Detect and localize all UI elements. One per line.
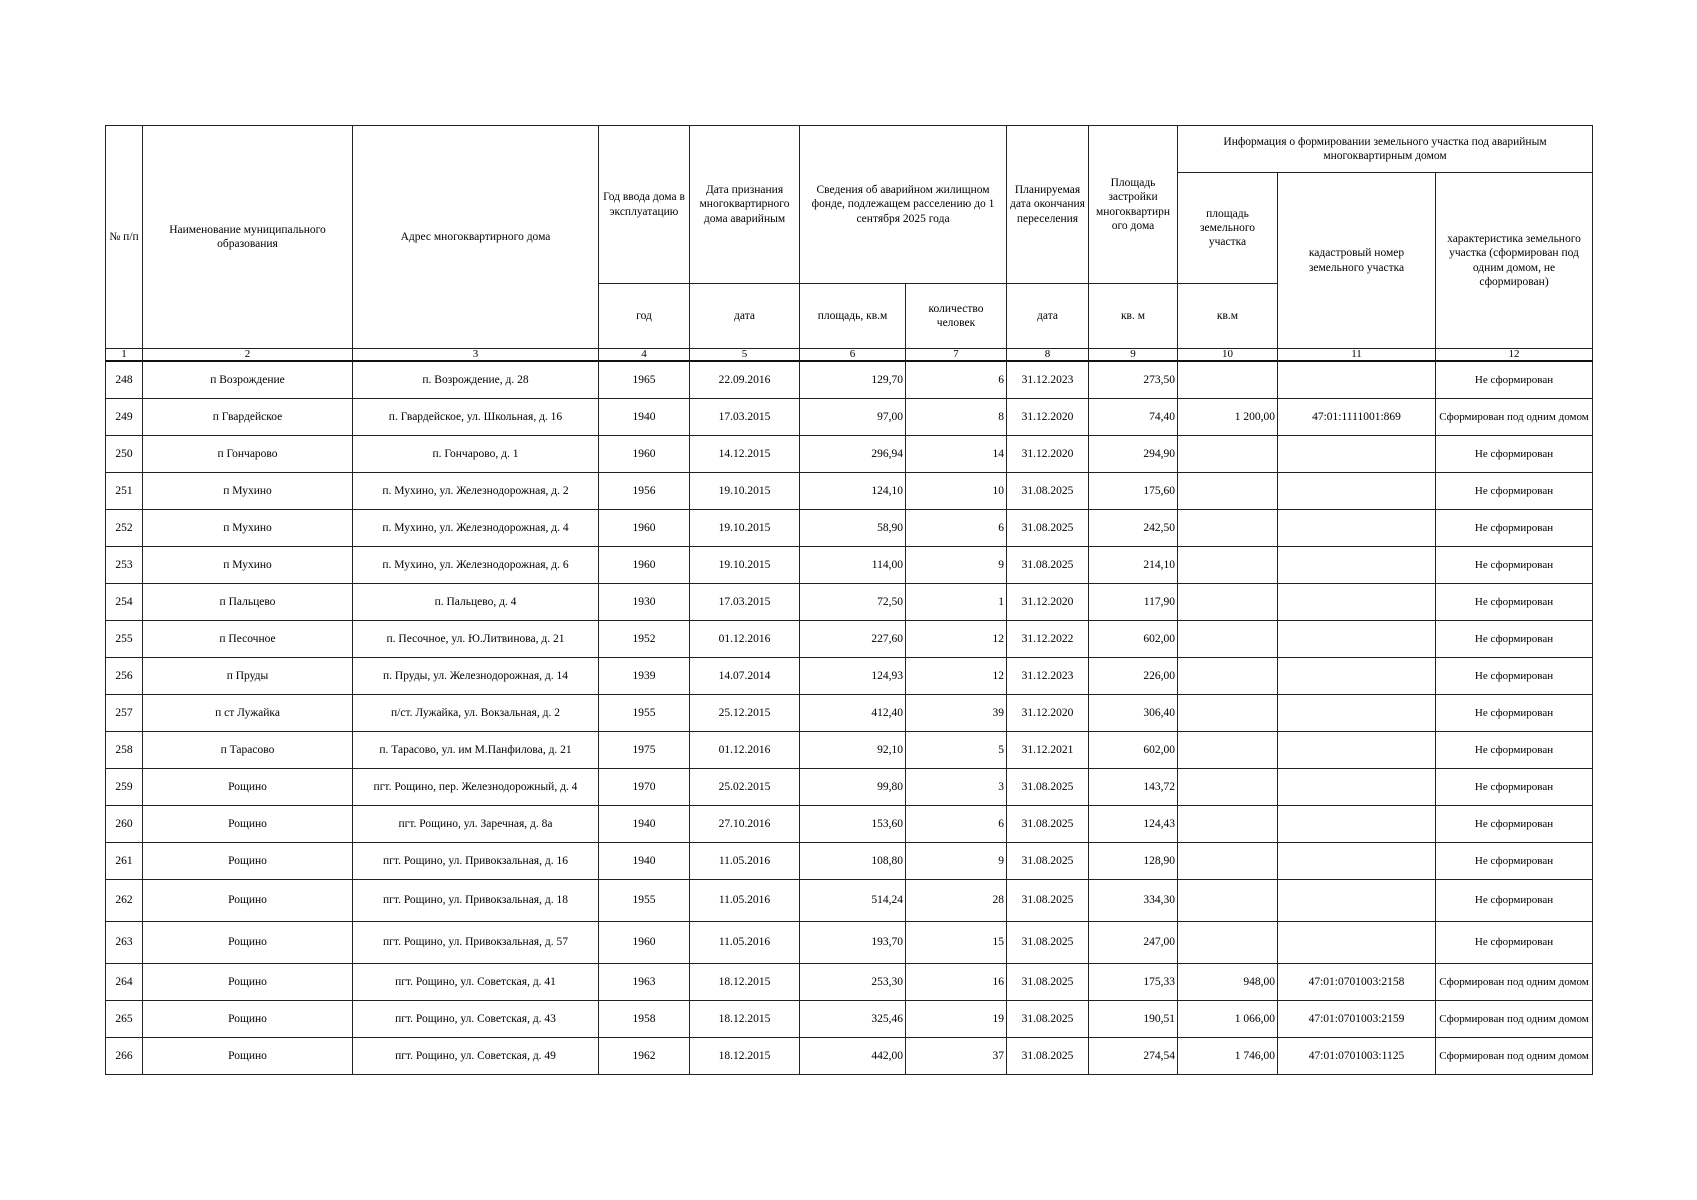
people-count-cell: 28	[906, 880, 1007, 922]
people-count-cell: 16	[906, 964, 1007, 1001]
land-status-cell: Не сформирован	[1436, 584, 1593, 621]
land-area-cell	[1178, 361, 1278, 399]
building-area-cell: 242,50	[1089, 510, 1178, 547]
row-number: 250	[106, 436, 143, 473]
municipality-cell: п Пруды	[143, 658, 353, 695]
municipality-cell: Рощино	[143, 769, 353, 806]
row-number: 252	[106, 510, 143, 547]
row-number: 264	[106, 964, 143, 1001]
land-status-cell: Сформирован под одним домом	[1436, 1001, 1593, 1038]
table-row	[106, 547, 1593, 584]
area-cell: 124,10	[800, 473, 906, 510]
municipality-cell: Рощино	[143, 922, 353, 964]
row-number: 263	[106, 922, 143, 964]
table-row	[106, 584, 1593, 621]
recognition-date-cell: 18.12.2015	[690, 1038, 800, 1075]
year-cell: 1955	[599, 695, 690, 732]
area-cell: 296,94	[800, 436, 906, 473]
municipality-cell: п Мухино	[143, 547, 353, 584]
table-row	[106, 964, 1593, 1001]
area-cell: 514,24	[800, 880, 906, 922]
row-number: 256	[106, 658, 143, 695]
cadastral-number-cell	[1278, 843, 1436, 880]
planned-date-cell: 31.08.2025	[1007, 922, 1089, 964]
land-status-cell: Не сформирован	[1436, 547, 1593, 584]
address-cell: п. Гончарово, д. 1	[353, 436, 599, 473]
people-count-cell: 9	[906, 843, 1007, 880]
row-number: 260	[106, 806, 143, 843]
address-cell: пгт. Рощино, ул. Советская, д. 43	[353, 1001, 599, 1038]
building-area-cell: 334,30	[1089, 880, 1178, 922]
column-number: 1	[106, 349, 143, 362]
table-row	[106, 1001, 1593, 1038]
table-row	[106, 361, 1593, 399]
recognition-date-cell: 11.05.2016	[690, 880, 800, 922]
building-area-cell: 306,40	[1089, 695, 1178, 732]
recognition-date-cell: 19.10.2015	[690, 547, 800, 584]
municipality-cell: п Гончарово	[143, 436, 353, 473]
column-number: 5	[690, 349, 800, 362]
cadastral-number-cell	[1278, 695, 1436, 732]
year-cell: 1960	[599, 510, 690, 547]
address-cell: п. Пруды, ул. Железнодорожная, д. 14	[353, 658, 599, 695]
area-cell: 58,90	[800, 510, 906, 547]
building-area-cell: 602,00	[1089, 732, 1178, 769]
planned-date-cell: 31.08.2025	[1007, 964, 1089, 1001]
recognition-date-cell: 18.12.2015	[690, 964, 800, 1001]
address-cell: п. Мухино, ул. Железнодорожная, д. 2	[353, 473, 599, 510]
row-number: 254	[106, 584, 143, 621]
planned-date-cell: 31.08.2025	[1007, 547, 1089, 584]
column-number: 9	[1089, 349, 1178, 362]
recognition-date-cell: 14.12.2015	[690, 436, 800, 473]
building-area-cell: 294,90	[1089, 436, 1178, 473]
area-cell: 124,93	[800, 658, 906, 695]
planned-date-cell: 31.08.2025	[1007, 1038, 1089, 1075]
cadastral-number-cell	[1278, 547, 1436, 584]
cadastral-number-cell: 47:01:0701003:2159	[1278, 1001, 1436, 1038]
column-number: 12	[1436, 349, 1593, 362]
year-cell: 1956	[599, 473, 690, 510]
area-cell: 114,00	[800, 547, 906, 584]
row-number: 261	[106, 843, 143, 880]
area-cell: 325,46	[800, 1001, 906, 1038]
people-count-cell: 19	[906, 1001, 1007, 1038]
people-count-cell: 8	[906, 399, 1007, 436]
people-count-cell: 6	[906, 361, 1007, 399]
address-cell: пгт. Рощино, ул. Привокзальная, д. 57	[353, 922, 599, 964]
land-area-cell	[1178, 621, 1278, 658]
header-year-built: Год ввода дома в эксплуатацию	[599, 126, 690, 284]
municipality-cell: п Пальцево	[143, 584, 353, 621]
recognition-date-cell: 11.05.2016	[690, 922, 800, 964]
municipality-cell: Рощино	[143, 880, 353, 922]
planned-date-cell: 31.12.2023	[1007, 361, 1089, 399]
year-cell: 1960	[599, 436, 690, 473]
people-count-cell: 3	[906, 769, 1007, 806]
planned-date-cell: 31.12.2020	[1007, 695, 1089, 732]
address-cell: п/ст. Лужайка, ул. Вокзальная, д. 2	[353, 695, 599, 732]
land-status-cell: Не сформирован	[1436, 880, 1593, 922]
people-count-cell: 10	[906, 473, 1007, 510]
land-area-cell	[1178, 732, 1278, 769]
year-cell: 1970	[599, 769, 690, 806]
land-status-cell: Не сформирован	[1436, 658, 1593, 695]
land-area-cell	[1178, 695, 1278, 732]
land-status-cell: Не сформирован	[1436, 769, 1593, 806]
table-row	[106, 843, 1593, 880]
land-status-cell: Не сформирован	[1436, 361, 1593, 399]
row-number: 257	[106, 695, 143, 732]
land-area-cell	[1178, 510, 1278, 547]
land-status-cell: Не сформирован	[1436, 922, 1593, 964]
planned-date-cell: 31.08.2025	[1007, 806, 1089, 843]
row-number: 259	[106, 769, 143, 806]
recognition-date-cell: 19.10.2015	[690, 510, 800, 547]
address-cell: п. Пальцево, д. 4	[353, 584, 599, 621]
row-number: 253	[106, 547, 143, 584]
table-row	[106, 510, 1593, 547]
recognition-date-cell: 01.12.2016	[690, 621, 800, 658]
table-row	[106, 806, 1593, 843]
row-number: 248	[106, 361, 143, 399]
address-cell: п. Гвардейское, ул. Школьная, д. 16	[353, 399, 599, 436]
recognition-date-cell: 17.03.2015	[690, 584, 800, 621]
table-row	[106, 922, 1593, 964]
land-status-cell: Сформирован под одним домом	[1436, 399, 1593, 436]
planned-date-cell: 31.08.2025	[1007, 769, 1089, 806]
year-cell: 1940	[599, 806, 690, 843]
area-cell: 442,00	[800, 1038, 906, 1075]
year-cell: 1939	[599, 658, 690, 695]
land-area-cell: 1 200,00	[1178, 399, 1278, 436]
header-land-info: Информация о формировании земельного участка под аварийным многоквартирным домом	[1178, 126, 1593, 173]
header-date-recognized: Дата признания многоквартирного дома аварийным	[690, 126, 800, 284]
row-number: 265	[106, 1001, 143, 1038]
area-cell: 99,80	[800, 769, 906, 806]
address-cell: пгт. Рощино, ул. Заречная, д. 8а	[353, 806, 599, 843]
building-area-cell: 175,60	[1089, 473, 1178, 510]
recognition-date-cell: 11.05.2016	[690, 843, 800, 880]
municipality-cell: п ст Лужайка	[143, 695, 353, 732]
land-status-cell: Не сформирован	[1436, 621, 1593, 658]
planned-date-cell: 31.12.2021	[1007, 732, 1089, 769]
unit-area: площадь, кв.м	[800, 284, 906, 349]
unit-date: дата	[690, 284, 800, 349]
municipality-cell: Рощино	[143, 1038, 353, 1075]
people-count-cell: 1	[906, 584, 1007, 621]
header-land-area: площадь земельного участка	[1178, 173, 1278, 284]
table-row	[106, 621, 1593, 658]
address-cell: пгт. Рощино, ул. Советская, д. 49	[353, 1038, 599, 1075]
address-cell: п. Мухино, ул. Железнодорожная, д. 6	[353, 547, 599, 584]
column-number: 3	[353, 349, 599, 362]
header-cadastral: кадастровый номер земельного участка	[1278, 173, 1436, 349]
unit-people: количество человек	[906, 284, 1007, 349]
cadastral-number-cell	[1278, 658, 1436, 695]
municipality-cell: Рощино	[143, 843, 353, 880]
year-cell: 1940	[599, 843, 690, 880]
land-area-cell	[1178, 658, 1278, 695]
area-cell: 253,30	[800, 964, 906, 1001]
people-count-cell: 6	[906, 806, 1007, 843]
recognition-date-cell: 22.09.2016	[690, 361, 800, 399]
land-status-cell: Не сформирован	[1436, 473, 1593, 510]
area-cell: 193,70	[800, 922, 906, 964]
planned-date-cell: 31.12.2020	[1007, 436, 1089, 473]
land-area-cell	[1178, 436, 1278, 473]
year-cell: 1955	[599, 880, 690, 922]
header-emergency-info: Сведения об аварийном жилищном фонде, подлежащем расселению до 1 сентября 2025 года	[800, 126, 1007, 284]
people-count-cell: 37	[906, 1038, 1007, 1075]
emergency-housing-table	[105, 125, 1593, 1075]
unit-land-area: кв.м	[1178, 284, 1278, 349]
area-cell: 412,40	[800, 695, 906, 732]
cadastral-number-cell: 47:01:0701003:2158	[1278, 964, 1436, 1001]
year-cell: 1958	[599, 1001, 690, 1038]
cadastral-number-cell	[1278, 510, 1436, 547]
table-row	[106, 399, 1593, 436]
planned-date-cell: 31.08.2025	[1007, 473, 1089, 510]
cadastral-number-cell: 47:01:1111001:869	[1278, 399, 1436, 436]
people-count-cell: 9	[906, 547, 1007, 584]
unit-year: год	[599, 284, 690, 349]
building-area-cell: 117,90	[1089, 584, 1178, 621]
building-area-cell: 175,33	[1089, 964, 1178, 1001]
address-cell: пгт. Рощино, ул. Советская, д. 41	[353, 964, 599, 1001]
land-area-cell: 948,00	[1178, 964, 1278, 1001]
cadastral-number-cell	[1278, 769, 1436, 806]
recognition-date-cell: 01.12.2016	[690, 732, 800, 769]
building-area-cell: 124,43	[1089, 806, 1178, 843]
municipality-cell: п Песочное	[143, 621, 353, 658]
building-area-cell: 602,00	[1089, 621, 1178, 658]
address-cell: пгт. Рощино, ул. Привокзальная, д. 16	[353, 843, 599, 880]
building-area-cell: 273,50	[1089, 361, 1178, 399]
recognition-date-cell: 19.10.2015	[690, 473, 800, 510]
row-number: 249	[106, 399, 143, 436]
cadastral-number-cell	[1278, 473, 1436, 510]
row-number: 266	[106, 1038, 143, 1075]
land-status-cell: Не сформирован	[1436, 695, 1593, 732]
land-area-cell: 1 066,00	[1178, 1001, 1278, 1038]
column-number: 6	[800, 349, 906, 362]
row-number: 251	[106, 473, 143, 510]
area-cell: 97,00	[800, 399, 906, 436]
cadastral-number-cell	[1278, 922, 1436, 964]
unit-planned-date: дата	[1007, 284, 1089, 349]
building-area-cell: 143,72	[1089, 769, 1178, 806]
year-cell: 1965	[599, 361, 690, 399]
year-cell: 1952	[599, 621, 690, 658]
land-area-cell	[1178, 806, 1278, 843]
year-cell: 1960	[599, 547, 690, 584]
people-count-cell: 14	[906, 436, 1007, 473]
people-count-cell: 6	[906, 510, 1007, 547]
people-count-cell: 12	[906, 621, 1007, 658]
building-area-cell: 74,40	[1089, 399, 1178, 436]
building-area-cell: 226,00	[1089, 658, 1178, 695]
planned-date-cell: 31.12.2020	[1007, 584, 1089, 621]
planned-date-cell: 31.08.2025	[1007, 843, 1089, 880]
table-row	[106, 658, 1593, 695]
building-area-cell: 128,90	[1089, 843, 1178, 880]
land-status-cell: Сформирован под одним домом	[1436, 1038, 1593, 1075]
column-number: 10	[1178, 349, 1278, 362]
table-row	[106, 436, 1593, 473]
area-cell: 227,60	[800, 621, 906, 658]
land-area-cell	[1178, 547, 1278, 584]
area-cell: 129,70	[800, 361, 906, 399]
recognition-date-cell: 27.10.2016	[690, 806, 800, 843]
year-cell: 1962	[599, 1038, 690, 1075]
building-area-cell: 214,10	[1089, 547, 1178, 584]
municipality-cell: Рощино	[143, 806, 353, 843]
address-cell: п. Возрождение, д. 28	[353, 361, 599, 399]
year-cell: 1960	[599, 922, 690, 964]
header-land-status: характеристика земельного участка (сформирован под одним домом, не сформирован)	[1436, 173, 1593, 349]
recognition-date-cell: 17.03.2015	[690, 399, 800, 436]
recognition-date-cell: 14.07.2014	[690, 658, 800, 695]
land-status-cell: Не сформирован	[1436, 806, 1593, 843]
year-cell: 1930	[599, 584, 690, 621]
table-header	[106, 126, 1593, 362]
area-cell: 108,80	[800, 843, 906, 880]
land-area-cell	[1178, 843, 1278, 880]
land-status-cell: Не сформирован	[1436, 510, 1593, 547]
planned-date-cell: 31.08.2025	[1007, 880, 1089, 922]
row-number: 258	[106, 732, 143, 769]
column-number: 8	[1007, 349, 1089, 362]
land-area-cell	[1178, 880, 1278, 922]
people-count-cell: 5	[906, 732, 1007, 769]
header-num: № п/п	[106, 126, 143, 349]
address-cell: пгт. Рощино, пер. Железнодорожный, д. 4	[353, 769, 599, 806]
cadastral-number-cell	[1278, 806, 1436, 843]
area-cell: 153,60	[800, 806, 906, 843]
municipality-cell: п Возрождение	[143, 361, 353, 399]
year-cell: 1963	[599, 964, 690, 1001]
land-status-cell: Не сформирован	[1436, 436, 1593, 473]
land-area-cell	[1178, 473, 1278, 510]
municipality-cell: Рощино	[143, 964, 353, 1001]
municipality-cell: Рощино	[143, 1001, 353, 1038]
table-row	[106, 1038, 1593, 1075]
address-cell: п. Мухино, ул. Железнодорожная, д. 4	[353, 510, 599, 547]
land-area-cell	[1178, 922, 1278, 964]
land-status-cell: Не сформирован	[1436, 843, 1593, 880]
planned-date-cell: 31.08.2025	[1007, 510, 1089, 547]
municipality-cell: п Гвардейское	[143, 399, 353, 436]
municipality-cell: п Мухино	[143, 473, 353, 510]
people-count-cell: 12	[906, 658, 1007, 695]
table-row	[106, 732, 1593, 769]
planned-date-cell: 31.12.2023	[1007, 658, 1089, 695]
header-municipality: Наименование муниципального образования	[143, 126, 353, 349]
column-number: 4	[599, 349, 690, 362]
year-cell: 1975	[599, 732, 690, 769]
municipality-cell: п Тарасово	[143, 732, 353, 769]
cadastral-number-cell	[1278, 621, 1436, 658]
table-row	[106, 880, 1593, 922]
column-number: 11	[1278, 349, 1436, 362]
people-count-cell: 15	[906, 922, 1007, 964]
cadastral-number-cell: 47:01:0701003:1125	[1278, 1038, 1436, 1075]
people-count-cell: 39	[906, 695, 1007, 732]
building-area-cell: 247,00	[1089, 922, 1178, 964]
planned-date-cell: 31.08.2025	[1007, 1001, 1089, 1038]
header-planned-date: Планируемая дата окончания переселения	[1007, 126, 1089, 284]
land-area-cell	[1178, 584, 1278, 621]
header-address: Адрес многоквартирного дома	[353, 126, 599, 349]
table-row	[106, 769, 1593, 806]
land-area-cell: 1 746,00	[1178, 1038, 1278, 1075]
land-status-cell: Сформирован под одним домом	[1436, 964, 1593, 1001]
planned-date-cell: 31.12.2022	[1007, 621, 1089, 658]
cadastral-number-cell	[1278, 361, 1436, 399]
land-status-cell: Не сформирован	[1436, 732, 1593, 769]
cadastral-number-cell	[1278, 880, 1436, 922]
cadastral-number-cell	[1278, 584, 1436, 621]
table-row	[106, 695, 1593, 732]
area-cell: 72,50	[800, 584, 906, 621]
table-body	[106, 361, 1593, 1075]
address-cell: п. Тарасово, ул. им М.Панфилова, д. 21	[353, 732, 599, 769]
area-cell: 92,10	[800, 732, 906, 769]
table-row	[106, 473, 1593, 510]
recognition-date-cell: 25.02.2015	[690, 769, 800, 806]
recognition-date-cell: 18.12.2015	[690, 1001, 800, 1038]
year-cell: 1940	[599, 399, 690, 436]
cadastral-number-cell	[1278, 732, 1436, 769]
column-numbers-row	[106, 349, 1593, 362]
header-building-area: Площадь застройки многоквартирн ого дома	[1089, 126, 1178, 284]
row-number: 255	[106, 621, 143, 658]
address-cell: п. Песочное, ул. Ю.Литвинова, д. 21	[353, 621, 599, 658]
unit-building-area: кв. м	[1089, 284, 1178, 349]
column-number: 7	[906, 349, 1007, 362]
municipality-cell: п Мухино	[143, 510, 353, 547]
row-number: 262	[106, 880, 143, 922]
recognition-date-cell: 25.12.2015	[690, 695, 800, 732]
land-area-cell	[1178, 769, 1278, 806]
column-number: 2	[143, 349, 353, 362]
planned-date-cell: 31.12.2020	[1007, 399, 1089, 436]
building-area-cell: 274,54	[1089, 1038, 1178, 1075]
cadastral-number-cell	[1278, 436, 1436, 473]
building-area-cell: 190,51	[1089, 1001, 1178, 1038]
address-cell: пгт. Рощино, ул. Привокзальная, д. 18	[353, 880, 599, 922]
